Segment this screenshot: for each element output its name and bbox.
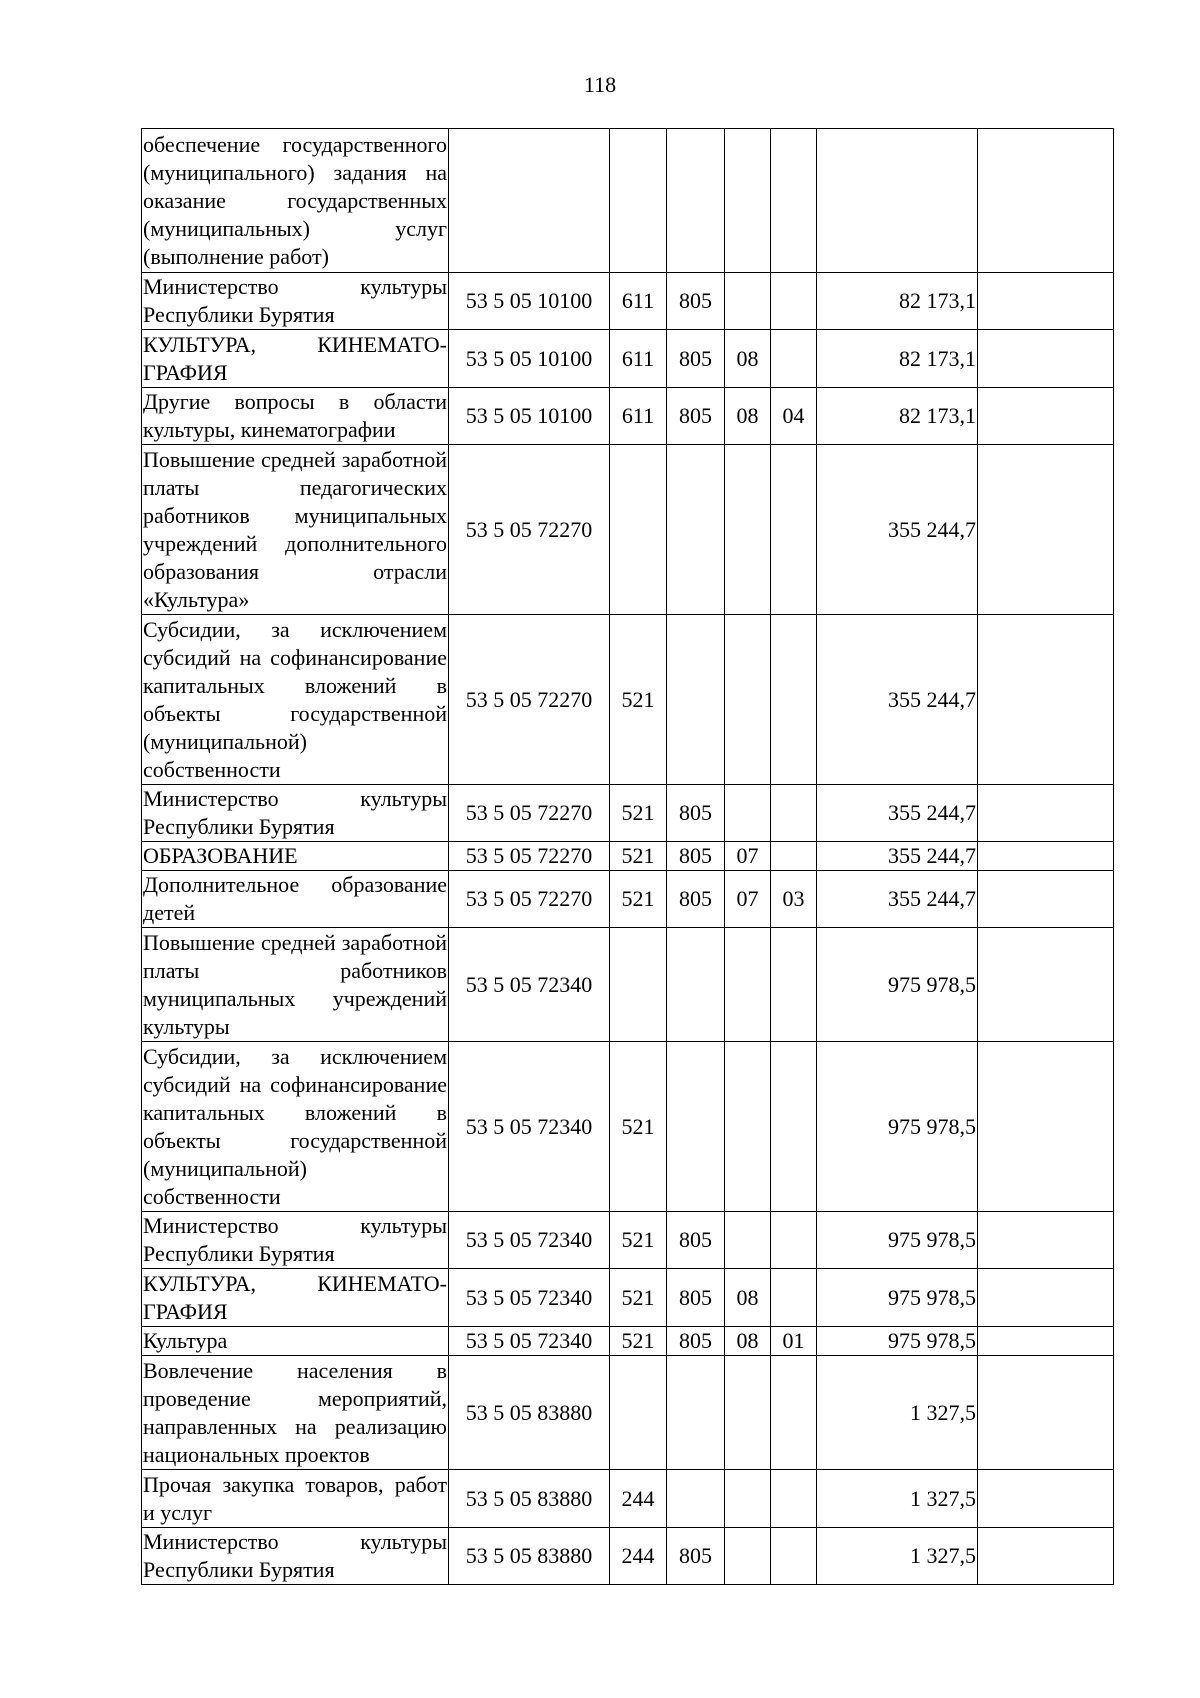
pr-code-cell: 03 — [771, 871, 817, 928]
extra-amount-cell — [978, 1269, 1114, 1327]
rz-code-cell — [725, 273, 771, 330]
row-name-cell: Дополнительное образование детей — [142, 871, 449, 928]
table-row — [142, 1212, 1114, 1269]
pr-code-cell — [771, 1528, 817, 1585]
vr-code-cell: 244 — [610, 1470, 667, 1528]
extra-amount-cell — [978, 1327, 1114, 1356]
grbs-code-cell: 805 — [667, 1269, 725, 1327]
rz-code-cell — [725, 785, 771, 842]
table-row — [142, 1269, 1114, 1327]
amount-cell: 355 244,7 — [817, 842, 978, 871]
pr-code-cell — [771, 615, 817, 785]
rz-code-cell — [725, 1470, 771, 1528]
pr-code-cell: 01 — [771, 1327, 817, 1356]
amount-cell: 975 978,5 — [817, 1269, 978, 1327]
row-name-cell: Министерство культуры Республики Бурятия — [142, 1528, 449, 1585]
csr-code-cell: 53 5 05 83880 — [449, 1356, 610, 1470]
grbs-code-cell — [667, 1470, 725, 1528]
csr-code-cell: 53 5 05 72270 — [449, 445, 610, 615]
grbs-code-cell: 805 — [667, 1327, 725, 1356]
grbs-code-cell — [667, 445, 725, 615]
amount-cell: 82 173,1 — [817, 273, 978, 330]
vr-code-cell — [610, 1356, 667, 1470]
extra-amount-cell — [978, 445, 1114, 615]
grbs-code-cell: 805 — [667, 273, 725, 330]
grbs-code-cell — [667, 129, 725, 273]
extra-amount-cell — [978, 928, 1114, 1042]
grbs-code-cell: 805 — [667, 1212, 725, 1269]
csr-code-cell: 53 5 05 72270 — [449, 615, 610, 785]
row-name-cell: обеспечение государственного (муниципального) задания на оказание государственных (муниципальных) услуг (выполнение работ) — [142, 129, 449, 273]
table-row — [142, 1470, 1114, 1528]
vr-code-cell — [610, 445, 667, 615]
pr-code-cell — [771, 1356, 817, 1470]
grbs-code-cell — [667, 1042, 725, 1212]
table-row — [142, 1356, 1114, 1470]
vr-code-cell: 521 — [610, 1327, 667, 1356]
amount-cell: 975 978,5 — [817, 928, 978, 1042]
grbs-code-cell — [667, 1356, 725, 1470]
row-name-cell: ОБРАЗОВАНИЕ — [142, 842, 449, 871]
grbs-code-cell — [667, 615, 725, 785]
amount-cell: 82 173,1 — [817, 388, 978, 445]
rz-code-cell: 08 — [725, 1269, 771, 1327]
grbs-code-cell: 805 — [667, 871, 725, 928]
vr-code-cell: 521 — [610, 615, 667, 785]
pr-code-cell — [771, 445, 817, 615]
amount-cell: 975 978,5 — [817, 1327, 978, 1356]
table-row — [142, 330, 1114, 388]
row-name-cell: Субсидии, за исключением субсидий на софинансирование капитальных вложений в объекты государственной (муниципальной) собственности — [142, 1042, 449, 1212]
pr-code-cell — [771, 785, 817, 842]
vr-code-cell: 611 — [610, 273, 667, 330]
csr-code-cell: 53 5 05 10100 — [449, 273, 610, 330]
table-row — [142, 388, 1114, 445]
vr-code-cell: 521 — [610, 842, 667, 871]
row-name-cell: Вовлечение населения в проведение мероприятий, направленных на реализацию национальных проектов — [142, 1356, 449, 1470]
rz-code-cell — [725, 1042, 771, 1212]
table-row — [142, 842, 1114, 871]
rz-code-cell: 07 — [725, 871, 771, 928]
amount-cell: 1 327,5 — [817, 1528, 978, 1585]
pr-code-cell — [771, 1042, 817, 1212]
extra-amount-cell — [978, 129, 1114, 273]
rz-code-cell: 08 — [725, 388, 771, 445]
grbs-code-cell: 805 — [667, 785, 725, 842]
extra-amount-cell — [978, 615, 1114, 785]
amount-cell: 355 244,7 — [817, 445, 978, 615]
amount-cell: 1 327,5 — [817, 1356, 978, 1470]
csr-code-cell: 53 5 05 72270 — [449, 842, 610, 871]
amount-cell: 355 244,7 — [817, 615, 978, 785]
rz-code-cell — [725, 615, 771, 785]
extra-amount-cell — [978, 785, 1114, 842]
table-row — [142, 615, 1114, 785]
pr-code-cell — [771, 1269, 817, 1327]
vr-code-cell: 611 — [610, 330, 667, 388]
row-name-cell: Прочая закупка товаров, работ и услуг — [142, 1470, 449, 1528]
amount-cell: 355 244,7 — [817, 785, 978, 842]
csr-code-cell — [449, 129, 610, 273]
rz-code-cell — [725, 445, 771, 615]
vr-code-cell — [610, 129, 667, 273]
vr-code-cell: 611 — [610, 388, 667, 445]
extra-amount-cell — [978, 1042, 1114, 1212]
row-name-cell: Культура — [142, 1327, 449, 1356]
csr-code-cell: 53 5 05 72340 — [449, 1042, 610, 1212]
page-number: 118 — [583, 72, 617, 97]
extra-amount-cell — [978, 1470, 1114, 1528]
csr-code-cell: 53 5 05 72340 — [449, 1212, 610, 1269]
vr-code-cell: 521 — [610, 1269, 667, 1327]
extra-amount-cell — [978, 330, 1114, 388]
table-row — [142, 928, 1114, 1042]
amount-cell: 975 978,5 — [817, 1042, 978, 1212]
table-row — [142, 1042, 1114, 1212]
vr-code-cell: 521 — [610, 871, 667, 928]
csr-code-cell: 53 5 05 83880 — [449, 1528, 610, 1585]
vr-code-cell: 521 — [610, 785, 667, 842]
table-row — [142, 129, 1114, 273]
vr-code-cell: 521 — [610, 1212, 667, 1269]
rz-code-cell: 08 — [725, 1327, 771, 1356]
row-name-cell: КУЛЬТУРА, КИНЕМАТОГРАФИЯ — [142, 330, 449, 388]
rz-code-cell: 07 — [725, 842, 771, 871]
extra-amount-cell — [978, 871, 1114, 928]
table-row — [142, 273, 1114, 330]
table-row — [142, 1327, 1114, 1356]
pr-code-cell — [771, 330, 817, 388]
table-row — [142, 445, 1114, 615]
row-name-cell: Другие вопросы в области культуры, кинематографии — [142, 388, 449, 445]
pr-code-cell: 04 — [771, 388, 817, 445]
csr-code-cell: 53 5 05 83880 — [449, 1470, 610, 1528]
csr-code-cell: 53 5 05 72340 — [449, 928, 610, 1042]
table-row — [142, 1528, 1114, 1585]
row-name-cell: Повышение средней заработной платы работников муниципальных учреждений культуры — [142, 928, 449, 1042]
table-row — [142, 785, 1114, 842]
vr-code-cell — [610, 928, 667, 1042]
amount-cell: 975 978,5 — [817, 1212, 978, 1269]
extra-amount-cell — [978, 1212, 1114, 1269]
rz-code-cell: 08 — [725, 330, 771, 388]
grbs-code-cell: 805 — [667, 1528, 725, 1585]
pr-code-cell — [771, 842, 817, 871]
csr-code-cell: 53 5 05 10100 — [449, 388, 610, 445]
pr-code-cell — [771, 129, 817, 273]
row-name-cell: Министерство культуры Республики Бурятия — [142, 785, 449, 842]
extra-amount-cell — [978, 842, 1114, 871]
amount-cell — [817, 129, 978, 273]
grbs-code-cell: 805 — [667, 330, 725, 388]
row-name-cell: Повышение средней заработной платы педагогических работников муниципальных учреждений дополнительного образования отрасли «Культура» — [142, 445, 449, 615]
row-name-cell: Министерство культуры Республики Бурятия — [142, 273, 449, 330]
extra-amount-cell — [978, 1528, 1114, 1585]
row-name-cell: КУЛЬТУРА, КИНЕМАТОГРАФИЯ — [142, 1269, 449, 1327]
row-name-cell: Субсидии, за исключением субсидий на софинансирование капитальных вложений в объекты государственной (муниципальной) собственности — [142, 615, 449, 785]
csr-code-cell: 53 5 05 72340 — [449, 1327, 610, 1356]
vr-code-cell: 521 — [610, 1042, 667, 1212]
pr-code-cell — [771, 273, 817, 330]
amount-cell: 355 244,7 — [817, 871, 978, 928]
pr-code-cell — [771, 1212, 817, 1269]
rz-code-cell — [725, 129, 771, 273]
rz-code-cell — [725, 928, 771, 1042]
extra-amount-cell — [978, 273, 1114, 330]
grbs-code-cell — [667, 928, 725, 1042]
rz-code-cell — [725, 1356, 771, 1470]
csr-code-cell: 53 5 05 72270 — [449, 785, 610, 842]
extra-amount-cell — [978, 1356, 1114, 1470]
amount-cell: 82 173,1 — [817, 330, 978, 388]
extra-amount-cell — [978, 388, 1114, 445]
pr-code-cell — [771, 928, 817, 1042]
rz-code-cell — [725, 1212, 771, 1269]
table-body — [142, 129, 1114, 1585]
csr-code-cell: 53 5 05 72340 — [449, 1269, 610, 1327]
row-name-cell: Министерство культуры Республики Бурятия — [142, 1212, 449, 1269]
grbs-code-cell: 805 — [667, 842, 725, 871]
csr-code-cell: 53 5 05 10100 — [449, 330, 610, 388]
rz-code-cell — [725, 1528, 771, 1585]
csr-code-cell: 53 5 05 72270 — [449, 871, 610, 928]
amount-cell: 1 327,5 — [817, 1470, 978, 1528]
table-row — [142, 871, 1114, 928]
pr-code-cell — [771, 1470, 817, 1528]
grbs-code-cell: 805 — [667, 388, 725, 445]
budget-table — [141, 128, 1114, 1585]
vr-code-cell: 244 — [610, 1528, 667, 1585]
